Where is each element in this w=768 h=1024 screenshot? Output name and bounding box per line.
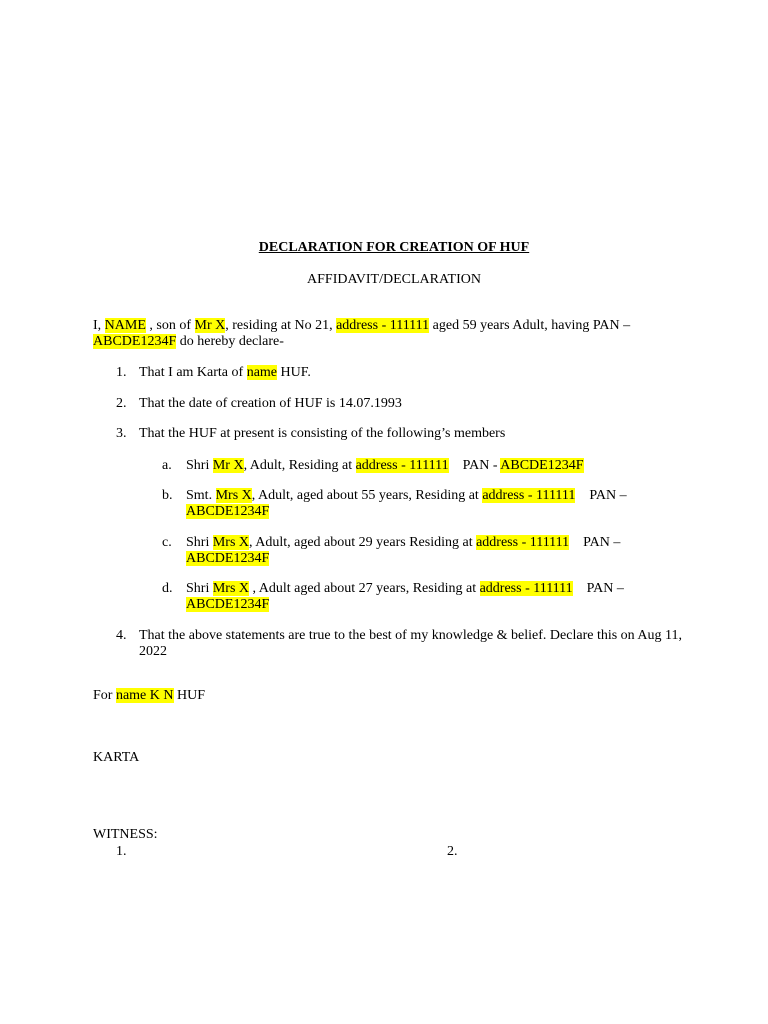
- item-number: 1.: [116, 365, 127, 380]
- member-name: Mrs X: [212, 581, 250, 596]
- item-text: That the HUF at present is consisting of the following’s members: [139, 426, 506, 441]
- witness-label: WITNESS:: [93, 827, 158, 842]
- member-text: Shri Mr X, Adult, Residing at address - 111111 PAN - ABCDE1234F: [186, 458, 584, 473]
- member-address: address - 111111: [476, 535, 570, 550]
- member-letter: b.: [162, 488, 173, 503]
- member-letter: a.: [162, 458, 172, 473]
- member-pan: ABCDE1234F: [500, 458, 584, 473]
- member-text: Shri Mrs X , Adult aged about 27 years, Residing at address - 111111 PAN – ABCDE1234F: [186, 581, 624, 612]
- item-text: That the date of creation of HUF is 14.07.1993: [139, 396, 402, 411]
- document-subtitle: AFFIDAVIT/DECLARATION: [307, 272, 481, 287]
- witness-one: 1.: [116, 844, 127, 859]
- item-number: 4.: [116, 628, 127, 643]
- member-text: Shri Mrs X, Adult, aged about 29 years Residing at address - 111111 PAN – ABCDE1234F: [186, 535, 621, 566]
- member-pan: ABCDE1234F: [186, 550, 270, 566]
- member-address: address - 111111: [355, 458, 449, 473]
- document-title: DECLARATION FOR CREATION OF HUF: [258, 240, 530, 255]
- huf-name: name: [246, 365, 278, 380]
- for-huf-line: For name K N HUF: [93, 688, 206, 703]
- member-text: Smt. Mrs X, Adult, aged about 55 years, Residing at address - 111111 PAN – ABCDE1234F: [186, 488, 627, 519]
- declarant-address: address - 111111: [336, 318, 430, 333]
- declarant-pan: ABCDE1234F: [93, 333, 177, 349]
- item-number: 2.: [116, 396, 127, 411]
- member-name: Mrs X: [215, 488, 252, 503]
- member-address: address - 111111: [479, 581, 573, 596]
- member-name: Mrs X: [212, 535, 250, 550]
- member-pan: ABCDE1234F: [186, 596, 270, 612]
- member-letter: d.: [162, 581, 173, 596]
- father-name: Mr X: [194, 318, 226, 333]
- item-text: That I am Karta of name HUF.: [139, 365, 311, 380]
- huf-full-name: name K N: [115, 688, 174, 703]
- witness-two: 2.: [447, 844, 458, 859]
- member-letter: c.: [162, 535, 172, 550]
- item-text: That the above statements are true to the best of my knowledge & belief. Declare this on Aug 11, 2022: [139, 628, 682, 659]
- karta-label: KARTA: [93, 750, 140, 765]
- member-name: Mr X: [212, 458, 244, 473]
- item-number: 3.: [116, 426, 127, 441]
- member-pan: ABCDE1234F: [186, 503, 270, 519]
- intro-paragraph: I, NAME , son of Mr X, residing at No 21, address - 111111 aged 59 years Adult, having PAN – ABCDE1234F do hereby declare-: [93, 318, 631, 349]
- declarant-name: NAME: [104, 318, 146, 333]
- member-address: address - 111111: [482, 488, 576, 503]
